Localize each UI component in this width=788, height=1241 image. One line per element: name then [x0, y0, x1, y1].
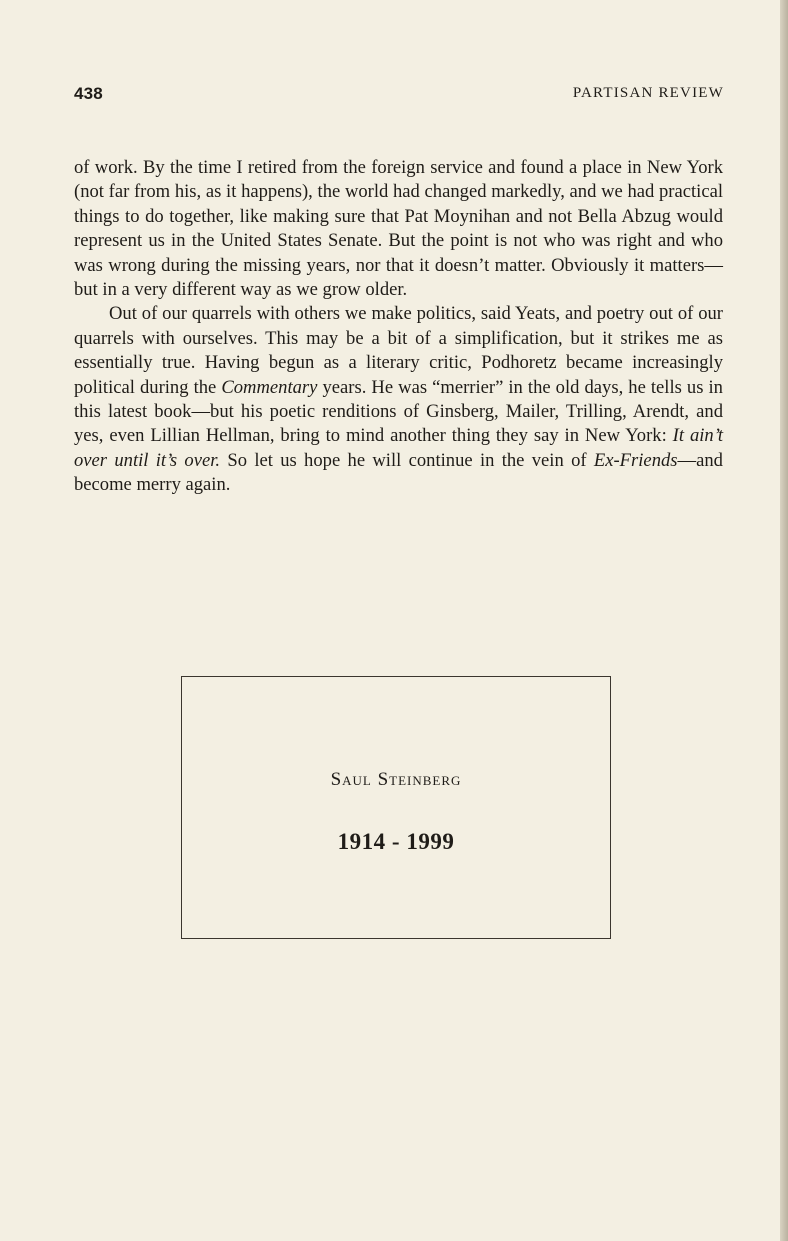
article-body	[74, 156, 723, 498]
title-commentary: Commentary	[221, 376, 318, 398]
page-number: 438	[74, 84, 103, 103]
title-ex-friends: Ex-Friends	[593, 449, 678, 471]
page-header	[74, 84, 724, 108]
quote-its-over: It ain’t over until it’s over.	[74, 425, 723, 471]
page-edge	[780, 0, 788, 1241]
paragraph-2-text-b: years. He was “merrier” in the old days, he tells us in this latest book—but his poetic renditions of Ginsberg, Mailer, Trilling, Arendt, and yes, even Lillian Hellman, bring to mind another thing they say in New York:	[74, 376, 723, 447]
memorial-dates: 1914 - 1999	[337, 829, 455, 854]
paragraph-2-text-c: So let us hope he will continue in the vein of	[220, 449, 594, 471]
paragraph-2-text-d: —and become merry again.	[74, 449, 723, 496]
paragraph-1: of work. By the time I retired from the foreign service and found a place in New York (not far from his, as it happens), the world had changed markedly, and we had practical things to do together, like making sure that Pat Moynihan and not Bella Abzug would represent us in the United States Senate. But the point is not who was right and who was wrong during the missing years, nor that it doesn’t matter. Obviously it matters—but in a very different way as we grow older.	[74, 157, 723, 301]
paragraph-2-text-a: Out of our quarrels with others we make politics, said Yeats, and poetry out of our quarrels with ourselves. This may be a bit of a simplification, but it strikes me as essentially true. Having begun as a literary critic, Podhoretz became increasingly political during the	[74, 303, 723, 398]
paragraph-2	[74, 302, 723, 497]
memorial-name: Saul Steinberg	[330, 769, 462, 790]
running-head: PARTISAN REVIEW	[572, 85, 724, 101]
memorial-notice-box	[181, 676, 611, 939]
